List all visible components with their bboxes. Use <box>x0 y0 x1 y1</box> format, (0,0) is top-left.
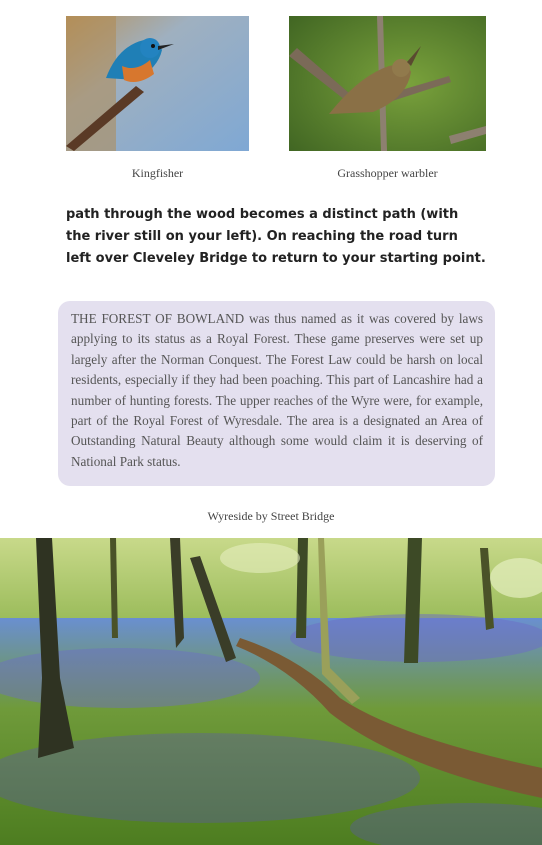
grasshopper-warbler-photo <box>289 16 486 151</box>
woodland-caption: Wyreside by Street Bridge <box>207 509 335 523</box>
kingfisher-caption: Kingfisher <box>131 166 184 180</box>
woodland-bluebell-photo <box>0 538 542 845</box>
grasshopper-warbler-caption: Grasshopper warbler <box>337 166 438 180</box>
forest-of-bowland-info-box <box>58 301 495 486</box>
info-box-text: THE FOREST OF BOWLAND was thus named as it was covered by laws applying to its status as a Royal Forest. These game preserves were set up largely after the Norman Conquest. The Forest Law could be harsh on local residents, especially if they had been poaching. This part of Lancashire had a number of hunting forests. The upper reaches of the Wyre were, for example, part of the Royal Forest of Wyresdale. The area is a designated an Area of Outstanding Natural Beauty although some would claim it is deserving of National Park status. <box>71 311 483 469</box>
kingfisher-photo <box>66 16 249 151</box>
walk-directions-text: path through the wood becomes a distinct path (with the river still on your left). On reaching the road turn left over Cleveley Bridge to return to your starting point. <box>66 207 486 266</box>
